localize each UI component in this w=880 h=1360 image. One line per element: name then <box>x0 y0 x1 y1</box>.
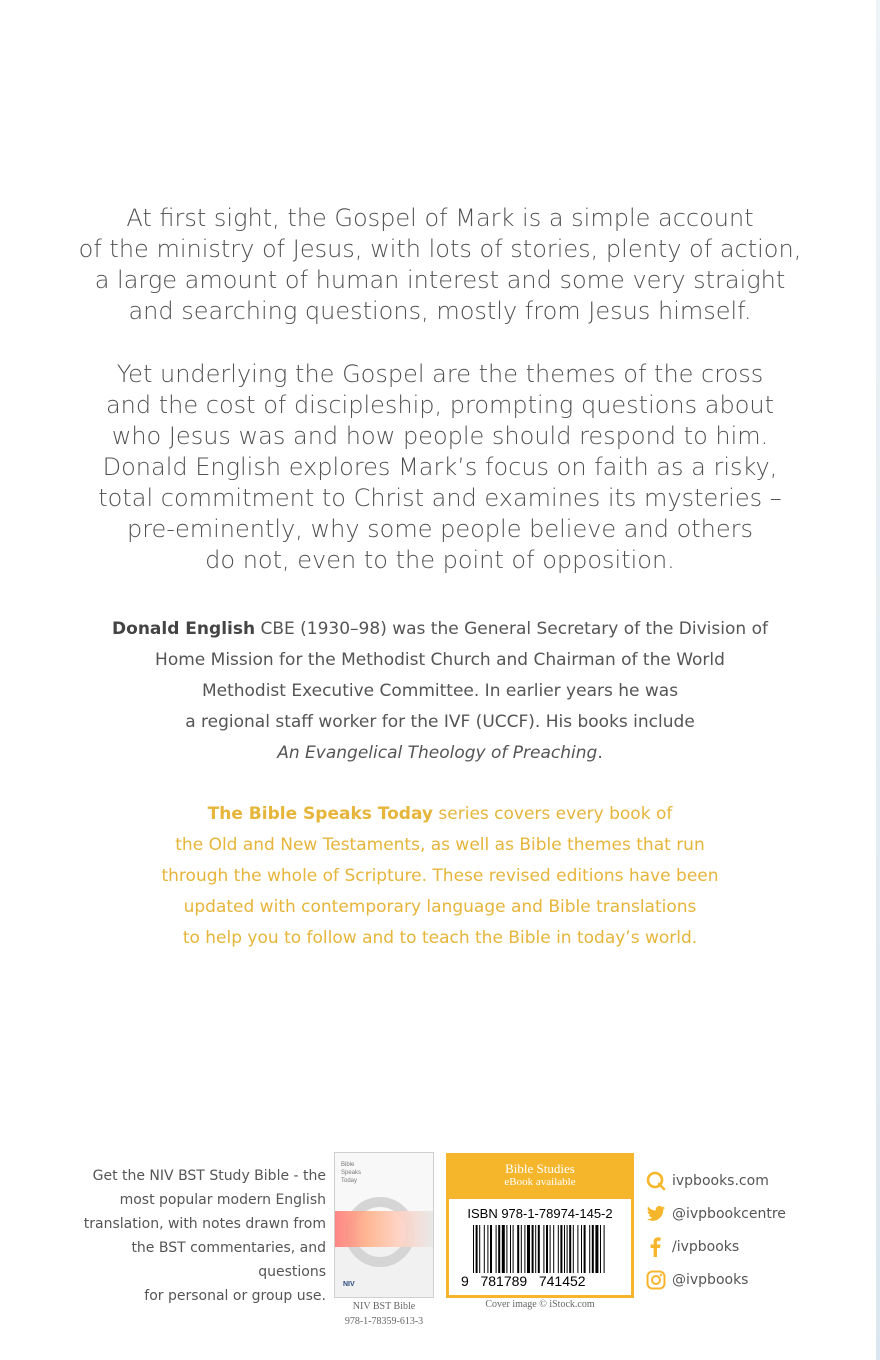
blurb-line: Yet underlying the Gospel are the themes of the cross <box>116 360 764 388</box>
ebook-available-label: eBook available <box>504 1176 576 1188</box>
blurb-line: and the cost of discipleship, prompting questions about <box>105 391 775 419</box>
cover-image-credit: Cover image © iStock.com <box>485 1299 595 1310</box>
promo-line: for personal or group use. <box>144 1288 326 1304</box>
blurb-paragraph-2 <box>60 359 820 576</box>
series-description <box>100 799 780 954</box>
blurb-line: total commitment to Christ and examines its mysteries – <box>98 484 782 512</box>
promo-line: Get the NIV BST Study Bible - the <box>92 1168 326 1184</box>
niv-bst-bible-cover-image <box>334 1152 434 1298</box>
cover-edge <box>876 0 880 1360</box>
isbn-label: ISBN 978-1-78974-145-2 <box>467 1206 613 1221</box>
series-line-5: to help you to follow and to teach the Bible in today’s world. <box>182 928 698 948</box>
author-bio-line-5 <box>100 738 780 769</box>
blurb-line: Donald English explores Mark’s focus on faith as a risky, <box>102 453 778 481</box>
blurb-line: At first sight, the Gospel of Mark is a simple account <box>126 204 754 232</box>
blurb-line: do not, even to the point of opposition. <box>205 546 675 574</box>
bible-caption-title: NIV BST Bible <box>352 1301 416 1312</box>
author-book-title: An Evangelical Theology of Preaching <box>277 743 598 763</box>
website-link[interactable] <box>646 1164 786 1197</box>
blurb-line: pre-eminently, why some people believe and others <box>126 515 754 543</box>
series-line-4: updated with contemporary language and Bible translations <box>183 897 697 917</box>
facebook-icon <box>646 1237 666 1257</box>
blurb-line: and searching questions, mostly from Jesus himself. <box>128 297 752 325</box>
bible-caption-isbn: 978-1-78359-613-3 <box>344 1316 424 1327</box>
author-name: Donald English <box>112 619 256 639</box>
website-text: ivpbooks.com <box>672 1172 769 1189</box>
series-name: The Bible Speaks Today <box>207 804 434 824</box>
social-links <box>646 1164 786 1296</box>
blurb-line: who Jesus was and how people should respond to him. <box>111 422 769 450</box>
series-line-1 <box>100 799 780 830</box>
twitter-link[interactable] <box>646 1197 786 1230</box>
isbn-barcode-panel <box>446 1199 634 1298</box>
bible-cover-title: Bible Speaks Today <box>341 1162 362 1184</box>
blurb-line: a large amount of human interest and some very straight <box>94 266 786 294</box>
author-book-end: . <box>597 743 603 763</box>
series-line-3: through the whole of Scripture. These revised editions have been <box>161 866 719 886</box>
author-bio-line-3: Methodist Executive Committee. In earlier years he was <box>201 681 679 701</box>
promo-line: translation, with notes drawn from <box>83 1216 326 1232</box>
bible-studies-banner <box>446 1153 634 1199</box>
barcode-icon <box>473 1225 605 1273</box>
bible-studies-title: Bible Studies <box>505 1161 575 1176</box>
bible-caption <box>320 1299 448 1329</box>
promo-line: the BST commentaries, and questions <box>131 1240 326 1280</box>
author-bio-line-2: Home Mission for the Methodist Church and Chairman of the World <box>155 650 725 670</box>
author-bio <box>100 614 780 769</box>
study-bible-promo <box>60 1164 326 1308</box>
series-line-2: the Old and New Testaments, as well as Bible themes that run <box>175 835 705 855</box>
series-text: series covers every book of <box>433 804 673 824</box>
author-bio-line-4: a regional staff worker for the IVF (UCCF). His books include <box>185 712 695 732</box>
blurb-line: of the ministry of Jesus, with lots of stories, plenty of action, <box>78 235 802 263</box>
twitter-icon <box>646 1204 666 1224</box>
author-bio-text: CBE (1930–98) was the General Secretary of the Division of <box>255 619 768 639</box>
ivp-q-icon <box>646 1171 666 1191</box>
instagram-link[interactable] <box>646 1263 786 1296</box>
barcode-digits: 9 781789 741452 <box>461 1273 586 1289</box>
instagram-text: @ivpbooks <box>672 1271 749 1288</box>
blurb-paragraph-1 <box>60 203 820 327</box>
niv-logo: NIV <box>343 1281 355 1288</box>
twitter-text: @ivpbookcentre <box>672 1205 786 1222</box>
facebook-text: /ivpbooks <box>672 1238 740 1255</box>
promo-line: most popular modern English <box>119 1192 326 1208</box>
author-bio-line-1 <box>100 614 780 645</box>
facebook-link[interactable] <box>646 1230 786 1263</box>
bible-cover-gradient-band <box>335 1211 433 1247</box>
instagram-icon <box>646 1270 666 1290</box>
